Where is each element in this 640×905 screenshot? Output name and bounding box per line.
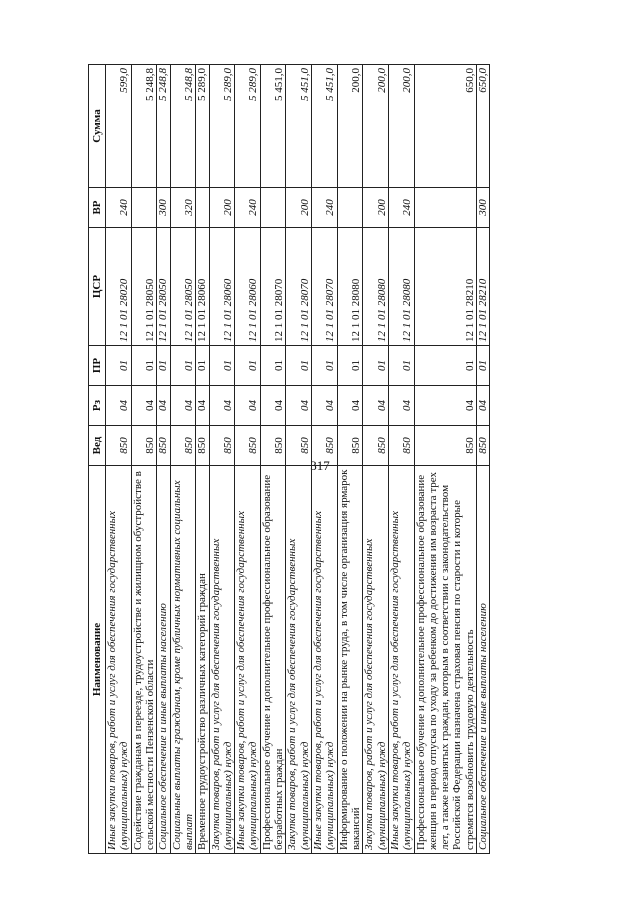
cell-vr: [337, 188, 363, 228]
cell-vr: 240: [388, 188, 414, 228]
cell-pr: 01: [235, 346, 261, 386]
cell-csr: 12 1 01 28070: [286, 228, 312, 346]
cell-vr: 240: [235, 188, 261, 228]
header-vr: ВР: [89, 188, 106, 228]
cell-ved: 850: [196, 426, 209, 466]
cell-name: Закупка товаров, работ и услуг для обеспечения государственных (муниципальных) нужд: [363, 466, 389, 854]
table-row: [414, 65, 477, 854]
cell-name: Временное трудоустройство различных категорий граждан: [196, 466, 209, 854]
header-name: Наименование: [89, 466, 106, 854]
table-row: [337, 65, 363, 854]
table-row: [260, 65, 286, 854]
cell-csr: 12 1 01 28080: [337, 228, 363, 346]
cell-sum: 5 451,0: [260, 65, 286, 188]
table-row: [286, 65, 312, 854]
cell-name: Закупка товаров, работ и услуг для обеспечения государственных (муниципальных) нужд: [209, 466, 235, 854]
cell-pr: 01: [337, 346, 363, 386]
cell-csr: 12 1 01 28210: [414, 228, 477, 346]
cell-pr: 01: [363, 346, 389, 386]
header-rz: Рз: [89, 386, 106, 426]
cell-csr: 12 1 01 28070: [312, 228, 338, 346]
header-ved: Вед: [89, 426, 106, 466]
page-number: 317: [310, 458, 330, 473]
cell-csr: 12 1 01 28060: [196, 228, 209, 346]
cell-ved: 850: [131, 426, 157, 466]
cell-vr: [414, 188, 477, 228]
cell-csr: 12 1 01 28080: [388, 228, 414, 346]
cell-ved: 850: [106, 426, 132, 466]
cell-pr: 01: [388, 346, 414, 386]
cell-name: Иные закупки товаров, работ и услуг для обеспечения государственных (муниципальных) нужд: [106, 466, 132, 854]
cell-rz: 04: [131, 386, 157, 426]
cell-name: Профессиональное обучение и дополнительное профессиональное образование женщин в период отпуска по уходу за ребенком до достижения им возраста трех лет, а также незанятых граждан, которым в соответствии с законодательством Российской Федерации назначена страховая пенсия по старости и которые стремятся возобновить трудовую деятельность: [414, 466, 477, 854]
cell-rz: 04: [363, 386, 389, 426]
cell-csr: 12 1 01 28060: [209, 228, 235, 346]
cell-rz: 04: [170, 386, 196, 426]
table-row: [312, 65, 338, 854]
cell-rz: 04: [235, 386, 261, 426]
budget-table-container: [88, 65, 546, 854]
cell-pr: 01: [209, 346, 235, 386]
cell-sum: 5 248,8: [170, 65, 196, 188]
cell-vr: [131, 188, 157, 228]
table-row: [170, 65, 196, 854]
table-header-row: [89, 65, 106, 854]
cell-pr: 01: [170, 346, 196, 386]
cell-vr: 240: [312, 188, 338, 228]
cell-rz: 04: [286, 386, 312, 426]
cell-rz: 04: [106, 386, 132, 426]
cell-vr: [260, 188, 286, 228]
cell-pr: 01: [106, 346, 132, 386]
cell-name: Иные закупки товаров, работ и услуг для обеспечения государственных (муниципальных) нужд: [388, 466, 414, 854]
cell-vr: [196, 188, 209, 228]
cell-name: Социальные выплаты гражданам, кроме публичных нормативных социальных выплат: [170, 466, 196, 854]
cell-vr: 300: [157, 188, 170, 228]
cell-ved: 850: [363, 426, 389, 466]
cell-pr: 01: [477, 346, 490, 386]
cell-csr: 12 1 01 28050: [170, 228, 196, 346]
cell-sum: 650,0: [477, 65, 490, 188]
cell-ved: 850: [170, 426, 196, 466]
cell-ved: 850: [260, 426, 286, 466]
cell-pr: 01: [414, 346, 477, 386]
cell-rz: 04: [196, 386, 209, 426]
table-row: [106, 65, 132, 854]
header-csr: ЦСР: [89, 228, 106, 346]
cell-csr: 12 1 01 28080: [363, 228, 389, 346]
cell-name: Информирование о положении на рынке труда, в том числе организация ярмарок вакансий: [337, 466, 363, 854]
cell-sum: 5 248,8: [131, 65, 157, 188]
cell-csr: 12 1 01 28070: [260, 228, 286, 346]
table-row: [363, 65, 389, 854]
cell-ved: 850: [157, 426, 170, 466]
cell-vr: 300: [477, 188, 490, 228]
table-row: [131, 65, 157, 854]
cell-rz: 04: [477, 386, 490, 426]
cell-rz: 04: [388, 386, 414, 426]
header-pr: ПР: [89, 346, 106, 386]
cell-sum: 5 289,0: [196, 65, 209, 188]
table-row: [235, 65, 261, 854]
cell-rz: 04: [209, 386, 235, 426]
cell-rz: 04: [337, 386, 363, 426]
cell-name: Закупка товаров, работ и услуг для обеспечения государственных (муниципальных) нужд: [286, 466, 312, 854]
cell-sum: 599,0: [106, 65, 132, 188]
cell-sum: 200,0: [388, 65, 414, 188]
cell-pr: 01: [312, 346, 338, 386]
cell-vr: 240: [106, 188, 132, 228]
cell-rz: 04: [312, 386, 338, 426]
cell-rz: 04: [414, 386, 477, 426]
cell-csr: 12 1 01 28020: [106, 228, 132, 346]
cell-csr: 12 1 01 28060: [235, 228, 261, 346]
cell-pr: 01: [131, 346, 157, 386]
cell-rz: 04: [260, 386, 286, 426]
cell-name: Социальное обеспечение и иные выплаты населению: [157, 466, 170, 854]
cell-sum: 5 289,0: [235, 65, 261, 188]
cell-ved: 850: [414, 426, 477, 466]
cell-ved: 850: [235, 426, 261, 466]
cell-csr: 12 1 01 28050: [131, 228, 157, 346]
cell-sum: 200,0: [337, 65, 363, 188]
cell-sum: 5 289,0: [209, 65, 235, 188]
table-row: [388, 65, 414, 854]
cell-name: Иные закупки товаров, работ и услуг для обеспечения государственных (муниципальных) нужд: [312, 466, 338, 854]
cell-csr: 12 1 01 28050: [157, 228, 170, 346]
cell-sum: 200,0: [363, 65, 389, 188]
cell-sum: 5 248,8: [157, 65, 170, 188]
cell-pr: 01: [286, 346, 312, 386]
header-sum: Сумма: [89, 65, 106, 188]
cell-sum: 5 451,0: [312, 65, 338, 188]
cell-vr: 200: [286, 188, 312, 228]
budget-table: [88, 64, 490, 854]
cell-ved: 850: [286, 426, 312, 466]
cell-ved: 850: [388, 426, 414, 466]
table-row: [157, 65, 170, 854]
table-row: [196, 65, 209, 854]
cell-ved: 850: [209, 426, 235, 466]
cell-vr: 320: [170, 188, 196, 228]
cell-name: Содействие гражданам в переезде, трудоустройстве и жилищном обустройстве в сельской местности Пензенской области: [131, 466, 157, 854]
table-row: [477, 65, 490, 854]
cell-ved: 850: [337, 426, 363, 466]
cell-pr: 01: [157, 346, 170, 386]
cell-vr: 200: [363, 188, 389, 228]
cell-rz: 04: [157, 386, 170, 426]
cell-pr: 01: [260, 346, 286, 386]
cell-name: Социальное обеспечение и иные выплаты населению: [477, 466, 490, 854]
cell-csr: 12 1 01 28210: [477, 228, 490, 346]
cell-vr: 200: [209, 188, 235, 228]
cell-ved: 850: [477, 426, 490, 466]
table-row: [209, 65, 235, 854]
cell-sum: 650,0: [414, 65, 477, 188]
cell-pr: 01: [196, 346, 209, 386]
cell-sum: 5 451,0: [286, 65, 312, 188]
cell-ved: 850: [312, 426, 338, 466]
cell-name: Иные закупки товаров, работ и услуг для обеспечения государственных (муниципальных) нужд: [235, 466, 261, 854]
cell-name: Профессиональное обучение и дополнительное профессиональное образование безработных граждан: [260, 466, 286, 854]
